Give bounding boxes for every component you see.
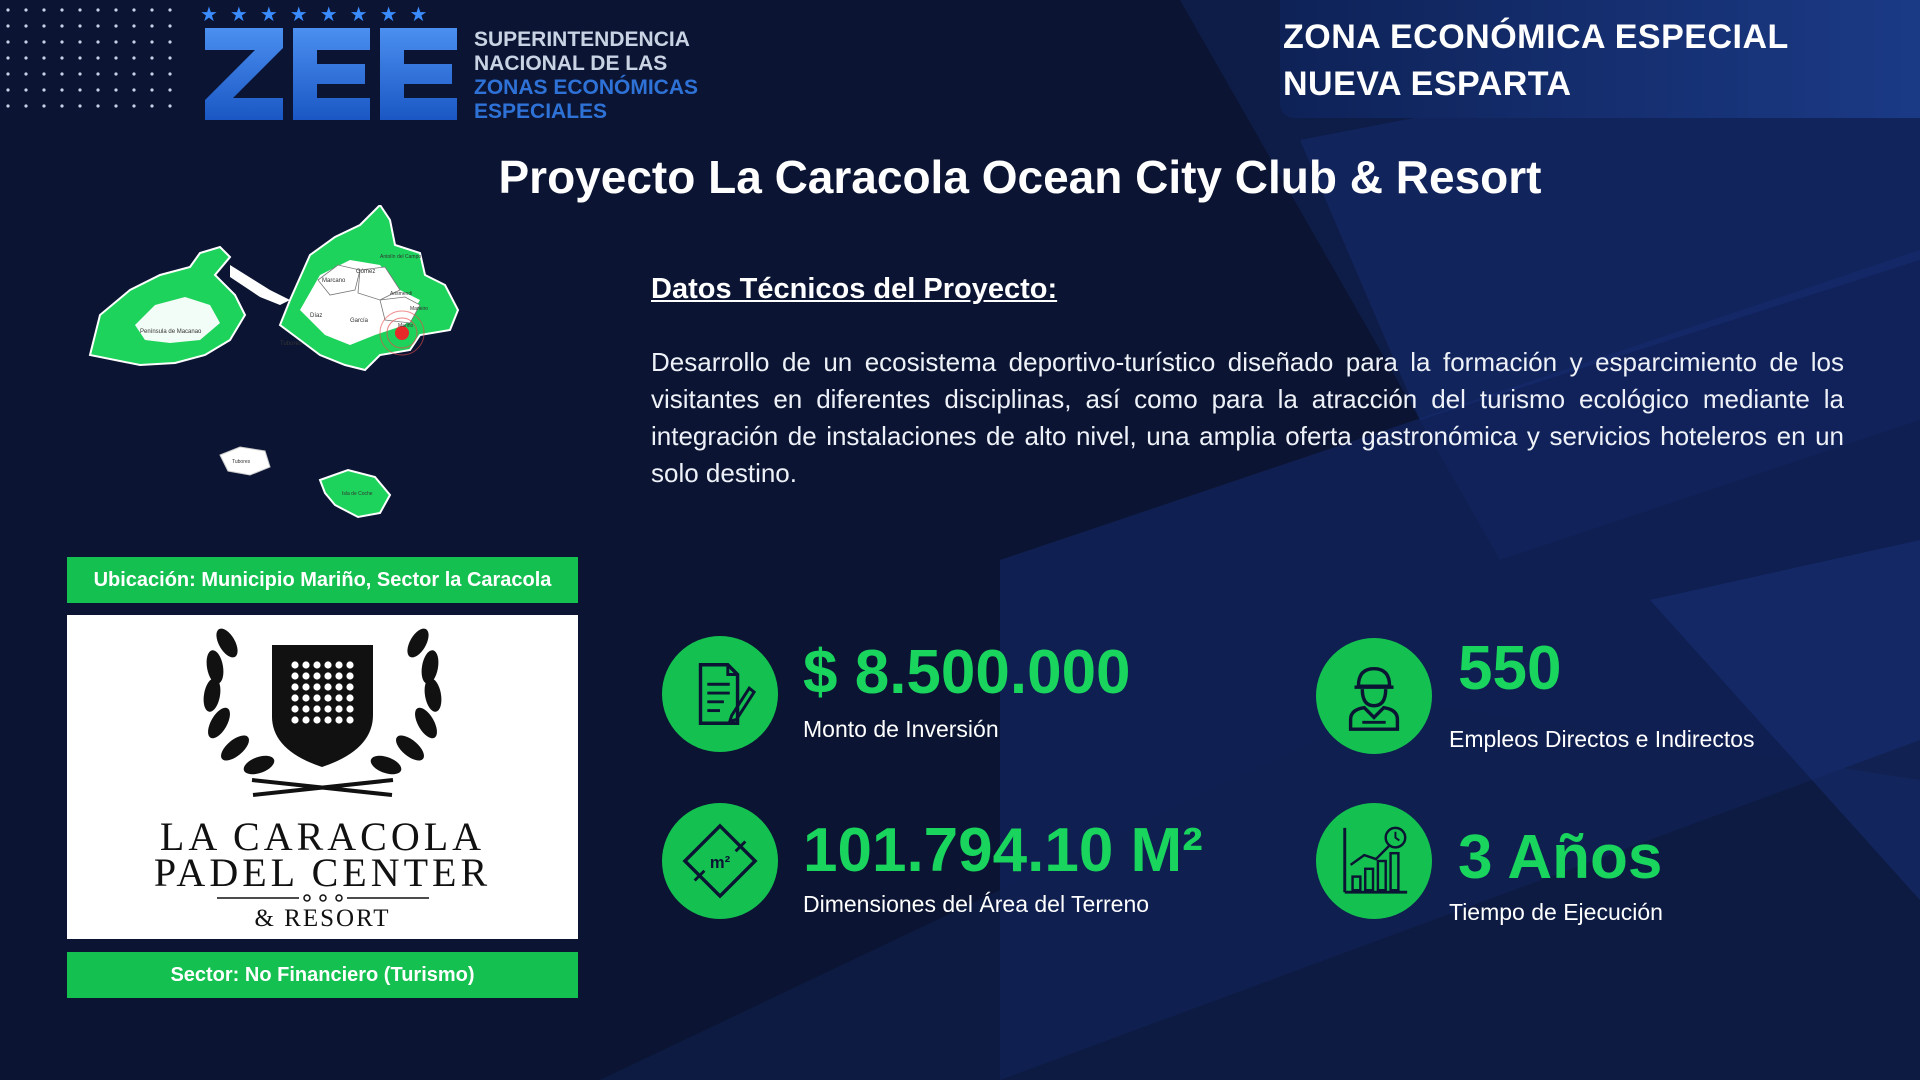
decor-dot: [42, 104, 45, 107]
area-m2-icon: [662, 803, 778, 919]
shield-dot: [335, 683, 342, 690]
logo-line: ESPECIALES: [474, 100, 608, 123]
time-label: Tiempo de Ejecución: [1449, 899, 1663, 925]
decor-dot: [60, 8, 63, 11]
decor-dot: [42, 88, 45, 91]
decor-dot: [60, 104, 63, 107]
area-label: Dimensiones del Área del Terreno: [803, 891, 1150, 917]
shield-dot: [324, 716, 331, 723]
decor-dot: [150, 8, 153, 11]
map-label: Marcano: [322, 278, 346, 284]
technical-description: Desarrollo de un ecosistema deportivo-turístico diseñado para la formación y esparcimiento de los visitantes en diferentes disciplinas, así como para la atracción del turismo ecológico mediante la integración de instalaciones de alto nivel, una amplia oferta gastronómica y servicios hoteleros en un solo destino.: [651, 347, 1844, 488]
page-title: Proyecto La Caracola Ocean City Club & Resort: [498, 151, 1542, 203]
decor-dot: [114, 24, 117, 27]
shield-dot: [335, 705, 342, 712]
decor-dot: [150, 88, 153, 91]
investment-label: Monto de Inversión: [803, 716, 999, 742]
decor-dot: [78, 56, 81, 59]
decor-dot: [168, 24, 171, 27]
decor-dot: [24, 24, 27, 27]
island-map: [80, 205, 540, 535]
map-label: Gómez: [356, 269, 376, 275]
time-value: 3 Años: [1458, 823, 1663, 892]
growth-chart-clock-icon: [1316, 803, 1432, 919]
shield-dot: [313, 694, 320, 701]
decor-dot: [96, 8, 99, 11]
decor-dot: [168, 104, 171, 107]
decor-dot: [42, 72, 45, 75]
employment-value: 550: [1458, 634, 1562, 703]
decor-dot: [132, 104, 135, 107]
map-label: Mariño: [398, 323, 414, 329]
decor-dot: [24, 104, 27, 107]
decor-dot: [42, 56, 45, 59]
dot-pattern: [0, 0, 200, 120]
decor-dot: [78, 104, 81, 107]
decor-dot: [6, 56, 9, 59]
shield-dot: [324, 661, 331, 668]
decor-dot: [60, 40, 63, 43]
investment-value: $ 8.500.000: [803, 638, 1131, 707]
shield-dot: [324, 694, 331, 701]
brand-name-line: PADEL CENTER: [153, 850, 492, 895]
shield-dot: [302, 661, 309, 668]
decor-dot: [150, 56, 153, 59]
decor-dot: [168, 40, 171, 43]
map-label: Arismendi: [390, 291, 413, 297]
shield-dot: [335, 661, 342, 668]
decor-dot: [132, 24, 135, 27]
sector-label: Sector: No Financiero (Turismo): [67, 952, 578, 998]
shield-dot: [291, 672, 298, 679]
technical-heading: Datos Técnicos del Proyecto:: [651, 273, 1058, 305]
document-pen-icon: [662, 636, 778, 752]
shield-dot: [335, 672, 342, 679]
map-label: Tubores: [280, 341, 302, 347]
zona-line: NUEVA ESPARTA: [1283, 65, 1572, 103]
shield-dot: [313, 683, 320, 690]
shield-dot: [346, 672, 353, 679]
decor-dot: [150, 104, 153, 107]
decor-dot: [114, 104, 117, 107]
map-label: Maneiro: [410, 306, 429, 312]
decor-dot: [168, 88, 171, 91]
shield-dot: [313, 672, 320, 679]
brand-name-line: & RESORT: [254, 905, 391, 932]
decor-dot: [132, 8, 135, 11]
decor-dot: [24, 8, 27, 11]
decor-dot: [78, 24, 81, 27]
shield-dot: [302, 694, 309, 701]
shield-dot: [302, 705, 309, 712]
shield-dot: [302, 672, 309, 679]
shield-dot: [313, 716, 320, 723]
decor-dot: [6, 40, 9, 43]
decor-dot: [78, 40, 81, 43]
decor-dot: [96, 40, 99, 43]
shield-dot: [291, 683, 298, 690]
shield-dot: [302, 716, 309, 723]
decor-dot: [24, 40, 27, 43]
decor-dot: [114, 8, 117, 11]
decor-dot: [24, 88, 27, 91]
logo-line: ZONAS ECONÓMICAS: [474, 76, 699, 99]
decor-dot: [96, 72, 99, 75]
decor-dot: [150, 24, 153, 27]
logo-line: NACIONAL DE LAS: [474, 52, 668, 75]
decor-dot: [168, 72, 171, 75]
logo-text: [474, 28, 698, 124]
area-icon-text: m²: [709, 852, 731, 872]
shield-dot: [335, 694, 342, 701]
shield-dot: [346, 705, 353, 712]
decor-dot: [96, 24, 99, 27]
shield-dot: [324, 683, 331, 690]
zona-line: ZONA ECONÓMICA ESPECIAL: [1283, 18, 1789, 56]
shield-dot: [291, 705, 298, 712]
decor-dot: [132, 72, 135, 75]
decor-dot: [42, 24, 45, 27]
decor-dot: [60, 24, 63, 27]
shield-dot: [346, 716, 353, 723]
decor-dot: [6, 72, 9, 75]
shield-dot: [346, 661, 353, 668]
map-label: Península de Macanao: [140, 329, 202, 335]
shield-dot: [302, 683, 309, 690]
decor-dot: [60, 56, 63, 59]
decor-dot: [168, 8, 171, 11]
decor-dot: [60, 72, 63, 75]
decor-dot: [78, 8, 81, 11]
decor-dot: [6, 8, 9, 11]
decor-dot: [78, 88, 81, 91]
shield-dot: [291, 694, 298, 701]
decor-dot: [150, 72, 153, 75]
decor-dot: [6, 24, 9, 27]
shield-dot: [313, 705, 320, 712]
decor-dot: [24, 72, 27, 75]
decor-dot: [96, 88, 99, 91]
decor-dot: [96, 56, 99, 59]
decor-dot: [168, 56, 171, 59]
shield-dot: [313, 661, 320, 668]
decor-dot: [6, 88, 9, 91]
decor-dot: [96, 104, 99, 107]
decor-dot: [114, 88, 117, 91]
decor-dot: [132, 40, 135, 43]
location-label: Ubicación: Municipio Mariño, Sector la Caracola: [67, 557, 578, 603]
decor-dot: [150, 40, 153, 43]
decor-dot: [42, 40, 45, 43]
decor-dot: [42, 8, 45, 11]
employment-label: Empleos Directos e Indirectos: [1449, 726, 1755, 752]
logo-line: SUPERINTENDENCIA: [474, 28, 690, 51]
map-label: Isla de Coche: [342, 491, 373, 497]
map-label: Tubores: [232, 459, 251, 465]
shield-dot: [291, 716, 298, 723]
area-value: 101.794.10 M²: [803, 816, 1203, 885]
decor-dot: [78, 72, 81, 75]
map-label: García: [350, 318, 369, 324]
brand-name-line: LA CARACOLA: [159, 814, 486, 859]
logo-stars: ★★★★★★★★: [200, 4, 440, 26]
zee-logo: [205, 28, 460, 120]
zona-banner-text: [1283, 14, 1789, 108]
decor-dot: [114, 56, 117, 59]
decor-dot: [114, 40, 117, 43]
worker-icon: [1316, 638, 1432, 754]
brand-logo-card: [67, 615, 578, 939]
map-label: Díaz: [310, 313, 323, 319]
decor-dot: [132, 56, 135, 59]
decor-dot: [24, 56, 27, 59]
decor-dot: [114, 72, 117, 75]
decor-dot: [6, 104, 9, 107]
decor-dot: [60, 88, 63, 91]
shield-dot: [324, 672, 331, 679]
shield-dot: [346, 683, 353, 690]
shield-dot: [335, 716, 342, 723]
map-label: Antolín del Campo: [380, 254, 422, 260]
decor-dot: [132, 88, 135, 91]
shield-dot: [346, 694, 353, 701]
shield-dot: [291, 661, 298, 668]
shield-dot: [324, 705, 331, 712]
